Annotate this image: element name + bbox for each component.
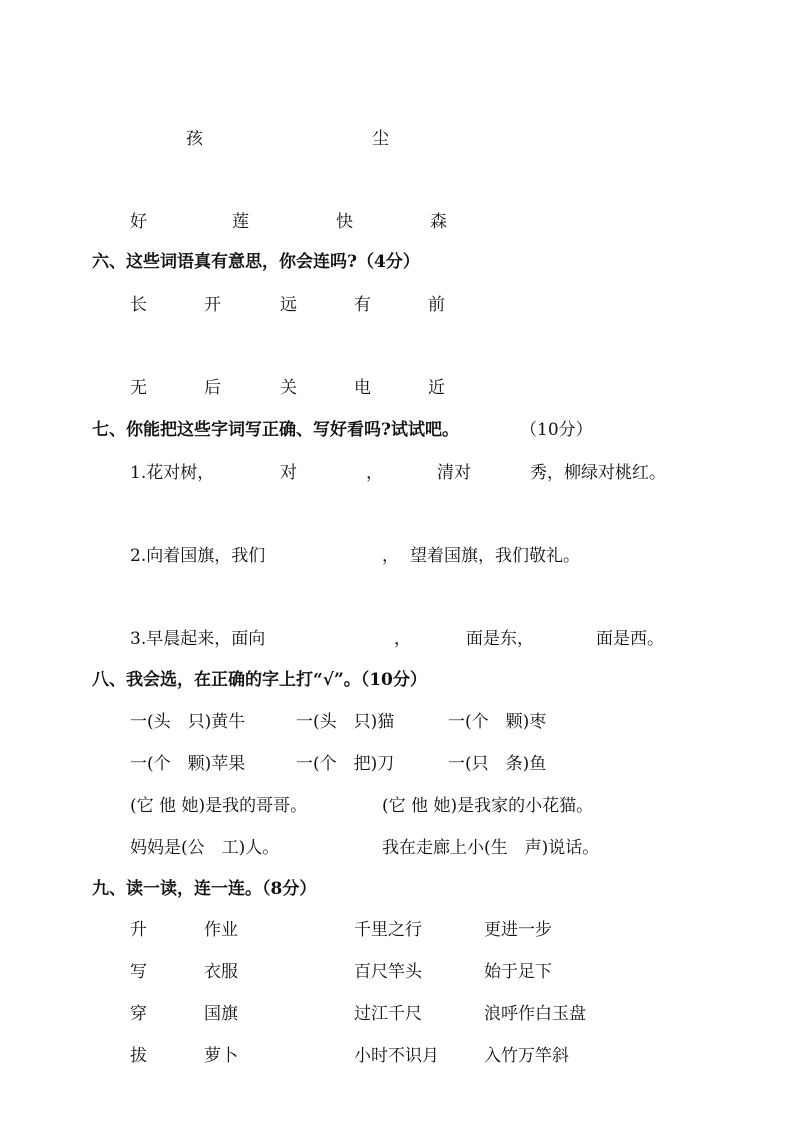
s8-choice[interactable]: 一(头 只)黄牛 — [130, 712, 246, 732]
s9-item: 过江千尺 — [354, 1004, 422, 1024]
s6-word: 关 — [280, 378, 297, 398]
s8-choice[interactable]: 一(个 把)刀 — [296, 754, 395, 774]
s6-word: 长 — [130, 295, 147, 315]
s7-line1-part: 清对 — [437, 463, 471, 483]
s7-line2-part: 望着国旗，我们敬礼。 — [410, 546, 580, 566]
s8-choice[interactable]: 一(头 只)猫 — [296, 712, 395, 732]
char-hai: 孩 — [186, 129, 203, 149]
s6-word: 远 — [280, 295, 297, 315]
s9-item: 千里之行 — [354, 920, 422, 940]
s9-item: 拔 — [130, 1046, 147, 1066]
char-hao: 好 — [130, 212, 147, 232]
s8-choice[interactable]: 一(个 颗)枣 — [448, 712, 547, 732]
s6-word: 前 — [428, 295, 445, 315]
s9-item: 升 — [130, 920, 147, 940]
s8-choice[interactable]: 我在走廊上小(生 声)说话。 — [382, 838, 600, 858]
s7-line1-part: 1.花对树， — [130, 463, 215, 483]
section7-points: （10分） — [520, 420, 593, 440]
s7-line2-part: ， — [382, 546, 399, 566]
s8-choice[interactable]: (它 他 她)是我的哥哥。 — [130, 796, 308, 816]
s7-line1-part: ， — [366, 463, 383, 483]
s9-item: 更进一步 — [484, 920, 552, 940]
s6-word: 电 — [354, 378, 371, 398]
s9-item: 萝卜 — [204, 1046, 238, 1066]
char-lian: 莲 — [232, 212, 249, 232]
char-chen: 尘 — [372, 129, 389, 149]
s9-item: 写 — [130, 962, 147, 982]
s9-item: 国旗 — [204, 1004, 238, 1024]
s7-line3-part: 面是西。 — [596, 629, 664, 649]
section7-heading: 七、你能把这些字词写正确、写好看吗?试试吧。 — [92, 420, 459, 440]
s6-word: 开 — [204, 295, 221, 315]
s8-choice[interactable]: 一(个 颗)苹果 — [130, 754, 246, 774]
s7-line3-part: 面是东， — [466, 629, 534, 649]
s9-item: 浪呼作白玉盘 — [484, 1004, 586, 1024]
s7-line3-part: 3.早晨起来，面向 — [130, 629, 266, 649]
s9-item: 始于足下 — [484, 962, 552, 982]
s8-choice[interactable]: (它 他 她)是我家的小花猫。 — [382, 796, 594, 816]
section9-heading: 九、读一读，连一连。（8分） — [92, 879, 317, 899]
s9-item: 作业 — [204, 920, 238, 940]
section8-heading: 八、我会选，在正确的字上打“√”。（10分） — [92, 670, 427, 690]
s6-word: 无 — [130, 378, 147, 398]
section6-heading: 六、这些词语真有意思，你会连吗?（4分） — [92, 252, 420, 272]
char-kuai: 快 — [336, 212, 353, 232]
s9-item: 百尺竿头 — [354, 962, 422, 982]
s6-word: 近 — [428, 378, 445, 398]
s9-item: 入竹万竿斜 — [484, 1046, 569, 1066]
s9-item: 衣服 — [204, 962, 238, 982]
char-sen: 森 — [430, 212, 447, 232]
s6-word: 有 — [354, 295, 371, 315]
s7-line2-part: 2.向着国旗，我们 — [130, 546, 266, 566]
s6-word: 后 — [204, 378, 221, 398]
s7-line1-part: 对 — [280, 463, 297, 483]
s9-item: 小时不识月 — [354, 1046, 439, 1066]
s7-line1-part: 秀，柳绿对桃红。 — [530, 463, 666, 483]
s9-item: 穿 — [130, 1004, 147, 1024]
s8-choice[interactable]: 妈妈是(公 工)人。 — [130, 838, 280, 858]
s7-line3-part: ， — [394, 629, 411, 649]
s8-choice[interactable]: 一(只 条)鱼 — [448, 754, 547, 774]
